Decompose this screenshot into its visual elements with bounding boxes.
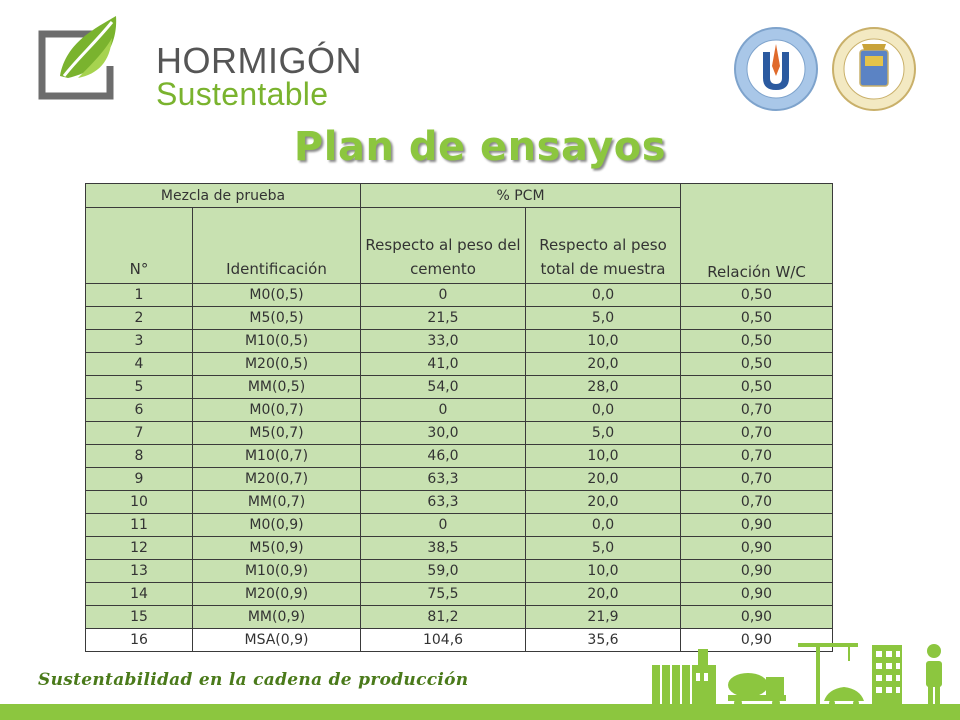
cell-num: 11 [86, 514, 193, 537]
table-row [86, 284, 833, 307]
leaf-logo-icon [38, 14, 148, 106]
cell-num: 1 [86, 284, 193, 307]
cell-num: 16 [86, 629, 193, 652]
cell-ident: M20(0,5) [193, 353, 361, 376]
bottom-accent-bar [0, 704, 960, 720]
header-ident: Identificación [193, 208, 361, 284]
table-row [86, 307, 833, 330]
cell-wc: 0,90 [681, 537, 833, 560]
cell-wc: 0,70 [681, 445, 833, 468]
cell-ident: M5(0,9) [193, 537, 361, 560]
cell-num: 8 [86, 445, 193, 468]
cell-ident: M0(0,5) [193, 284, 361, 307]
group-header-pcm: % PCM [361, 184, 681, 208]
table-row [86, 445, 833, 468]
logo-line1: HORMIGÓN [156, 40, 362, 81]
cell-muestra: 10,0 [526, 560, 681, 583]
cell-wc: 0,70 [681, 491, 833, 514]
cell-ident: M5(0,5) [193, 307, 361, 330]
header-cemento: Respecto al peso del cemento [361, 208, 526, 284]
cell-cemento: 33,0 [361, 330, 526, 353]
table-row [86, 353, 833, 376]
cell-cemento: 54,0 [361, 376, 526, 399]
cell-num: 13 [86, 560, 193, 583]
table-body [86, 284, 833, 652]
cell-muestra: 0,0 [526, 399, 681, 422]
table-row [86, 491, 833, 514]
cell-ident: MM(0,7) [193, 491, 361, 514]
cell-muestra: 5,0 [526, 307, 681, 330]
table-row [86, 330, 833, 353]
header-num: N° [86, 208, 193, 284]
cell-wc: 0,90 [681, 514, 833, 537]
table-row [86, 606, 833, 629]
cell-muestra: 20,0 [526, 583, 681, 606]
cell-wc: 0,70 [681, 422, 833, 445]
cell-muestra: 10,0 [526, 445, 681, 468]
cell-cemento: 0 [361, 399, 526, 422]
cell-muestra: 35,6 [526, 629, 681, 652]
cell-wc: 0,50 [681, 330, 833, 353]
cell-ident: M0(0,7) [193, 399, 361, 422]
ucn-seal-icon [733, 26, 819, 112]
cell-wc: 0,50 [681, 376, 833, 399]
table-row [86, 560, 833, 583]
cell-cemento: 63,3 [361, 468, 526, 491]
cell-muestra: 28,0 [526, 376, 681, 399]
cell-muestra: 5,0 [526, 422, 681, 445]
cell-ident: MM(0,5) [193, 376, 361, 399]
cell-num: 4 [86, 353, 193, 376]
cell-num: 12 [86, 537, 193, 560]
table-row [86, 468, 833, 491]
cell-ident: M20(0,9) [193, 583, 361, 606]
city-skyline-icon [648, 635, 960, 707]
table-row [86, 583, 833, 606]
cell-muestra: 10,0 [526, 330, 681, 353]
cell-num: 2 [86, 307, 193, 330]
cell-wc: 0,70 [681, 399, 833, 422]
cell-cemento: 81,2 [361, 606, 526, 629]
header-wc: Relación W/C [681, 184, 833, 284]
cell-wc: 0,90 [681, 583, 833, 606]
cell-num: 9 [86, 468, 193, 491]
cell-muestra: 0,0 [526, 284, 681, 307]
cell-wc: 0,90 [681, 629, 833, 652]
cell-num: 10 [86, 491, 193, 514]
cell-cemento: 75,5 [361, 583, 526, 606]
cell-wc: 0,90 [681, 606, 833, 629]
cell-num: 3 [86, 330, 193, 353]
table-row [86, 376, 833, 399]
cell-muestra: 20,0 [526, 353, 681, 376]
cell-cemento: 38,5 [361, 537, 526, 560]
cell-ident: M10(0,9) [193, 560, 361, 583]
cell-num: 5 [86, 376, 193, 399]
logo-line2: Sustentable [156, 76, 329, 112]
table-group-header-row [86, 184, 833, 208]
cell-ident: MM(0,9) [193, 606, 361, 629]
cell-wc: 0,50 [681, 284, 833, 307]
hormigon-sustentable-logo [38, 14, 362, 112]
cell-cemento: 0 [361, 284, 526, 307]
cell-cemento: 63,3 [361, 491, 526, 514]
cell-wc: 0,70 [681, 468, 833, 491]
cell-cemento: 21,5 [361, 307, 526, 330]
cell-wc: 0,90 [681, 560, 833, 583]
cell-wc: 0,50 [681, 353, 833, 376]
upm-seal-icon [831, 26, 917, 112]
cell-muestra: 0,0 [526, 514, 681, 537]
cell-wc: 0,50 [681, 307, 833, 330]
cell-ident: M10(0,5) [193, 330, 361, 353]
cell-ident: M0(0,9) [193, 514, 361, 537]
header-muestra: Respecto al peso total de muestra [526, 208, 681, 284]
cell-cemento: 30,0 [361, 422, 526, 445]
table-row [86, 514, 833, 537]
cell-muestra: 21,9 [526, 606, 681, 629]
tagline: Sustentabilidad en la cadena de producción [38, 670, 469, 690]
cell-num: 6 [86, 399, 193, 422]
cell-muestra: 20,0 [526, 491, 681, 514]
cell-ident: M5(0,7) [193, 422, 361, 445]
cell-cemento: 41,0 [361, 353, 526, 376]
cell-muestra: 5,0 [526, 537, 681, 560]
cell-cemento: 46,0 [361, 445, 526, 468]
cell-num: 14 [86, 583, 193, 606]
table-row [86, 537, 833, 560]
cell-num: 15 [86, 606, 193, 629]
cell-cemento: 59,0 [361, 560, 526, 583]
cell-cemento: 0 [361, 514, 526, 537]
test-plan-table [85, 183, 833, 652]
group-header-mezcla: Mezcla de prueba [86, 184, 361, 208]
cell-muestra: 20,0 [526, 468, 681, 491]
cell-cemento: 104,6 [361, 629, 526, 652]
table-row [86, 422, 833, 445]
cell-num: 7 [86, 422, 193, 445]
cell-ident: M10(0,7) [193, 445, 361, 468]
cell-ident: MSA(0,9) [193, 629, 361, 652]
table-row [86, 399, 833, 422]
cell-ident: M20(0,7) [193, 468, 361, 491]
slide-title: Plan de ensayos [293, 124, 667, 170]
